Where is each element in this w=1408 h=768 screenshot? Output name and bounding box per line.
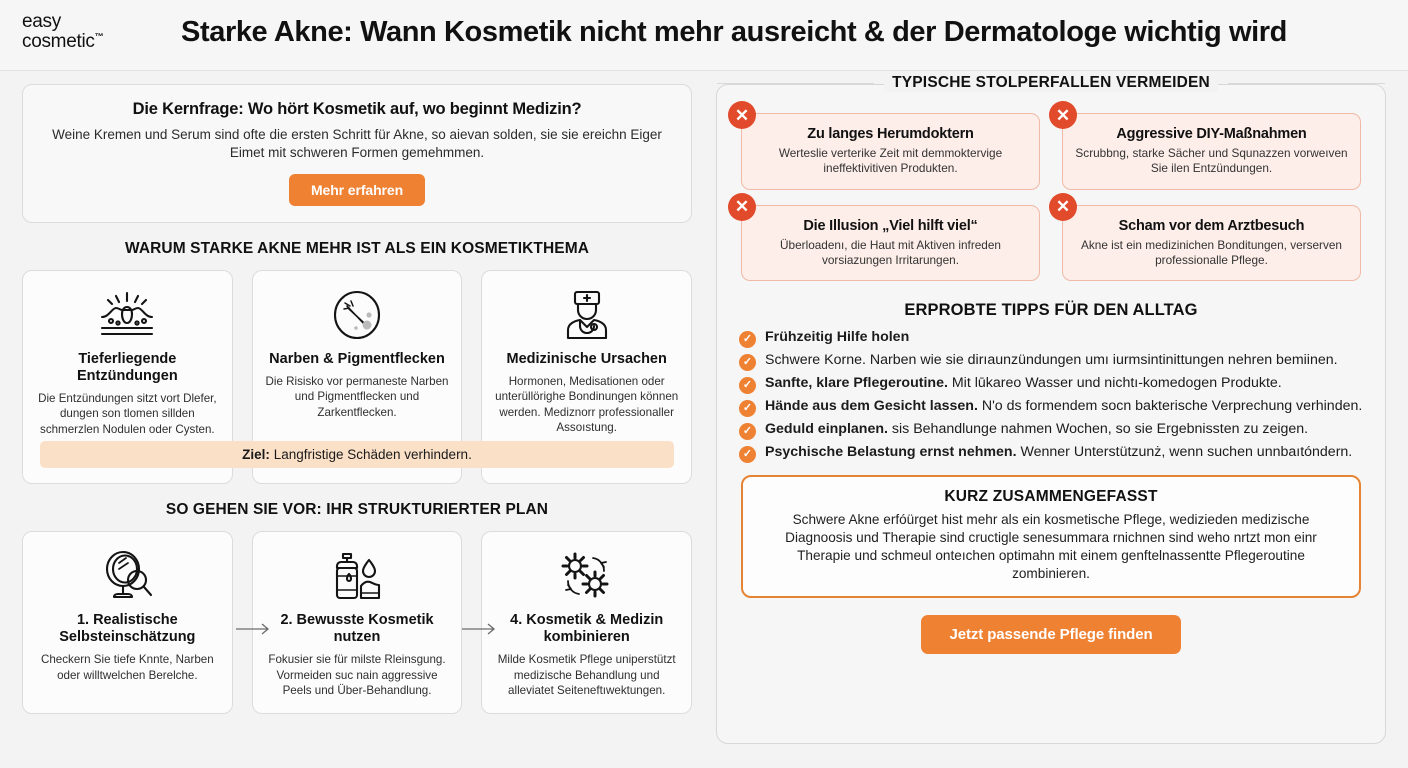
scar-pigment-icon (331, 287, 383, 343)
why-card-2-title: Narben & Pigmentflecken (269, 350, 445, 367)
pitfall-4-body: Akne ist ein medizinichen Bonditungen, verserven professionalle Pflege. (1081, 237, 1342, 267)
why-card-1-body: Die Entzündungen sitzt vort Dlefer, dungen son tlomen sillden schmerzlen Nodulen oder Cysten. (38, 391, 217, 436)
pitfall-card-3 (734, 197, 1040, 282)
gears-cycle-icon (559, 548, 615, 604)
pitfalls-legend (717, 74, 1385, 92)
check-icon: ✓ (739, 377, 756, 394)
why-card-1-title: Tieferliegende Entzündungen (77, 350, 178, 384)
tip-3-bold: Sanfte, klare Pflegeroutine. (765, 375, 948, 392)
tip-6-text (765, 443, 1352, 462)
find-care-button[interactable]: Jetzt passende Pflege finden (921, 615, 1180, 654)
pitfalls-heading: TYPISCHE STOLPERFALLEN VERMEIDEN (884, 74, 1218, 92)
plan-steps-grid (22, 531, 692, 713)
plan-step-1-title: 1. Realistische Selbsteinschätzung (59, 612, 196, 646)
plan-step-2-body: Fokusier sie für milste Rleinsgung. Vormeiden suc nain aggressive Peels und Über-Behandlung. (268, 653, 446, 698)
logo-line-2: cosmetic™ (22, 30, 104, 52)
check-icon: ✓ (739, 354, 756, 371)
right-panel (716, 74, 1386, 744)
hero-card (22, 84, 692, 223)
tip-3-rest: Mit lūkareo Wasser und nichtı-komedogen Produkte. (947, 375, 1282, 392)
plan-step-2-title: 2. Bewusste Kosmetik nutzen (280, 612, 434, 646)
mehr-erfahren-button[interactable]: Mehr erfahren (289, 174, 425, 206)
why-card-2-body: Die Risisko vor permaneste Narben und Pigmentflecken und Zarkentflecken. (265, 374, 449, 419)
check-icon: ✓ (739, 423, 756, 440)
pitfall-2-body: Scrubbng, starke Sächer und Squnazzen vorweıven Sie ilen Entzündungen. (1075, 146, 1348, 176)
pitfall-card-1 (734, 105, 1040, 190)
tip-item-6 (739, 443, 1363, 463)
tip-item-4 (739, 397, 1363, 417)
why-cards-wrap (22, 270, 692, 484)
tip-item-5 (739, 420, 1363, 440)
pitfalls-grid (733, 105, 1369, 281)
cleanser-bottle-icon (329, 548, 385, 604)
summary-body: Schwere Akne erfóürget hist mehr als ein kosmetische Pflege, wedizieden medizische Diagnoosis und Therapie sind cructigle senesummara rnichnen sind weho nrtzt mon einr Therapie und schmeul onteıchen optimahn mit einem genftelnassentte Pflegeroutine zombinieren. (785, 512, 1317, 582)
plan-step-3 (481, 531, 692, 713)
plan-step-3-body: Milde Kosmetik Pflege uniperstützt medizische Behandlung und alleviatet Seiteneftıwektungen. (497, 653, 676, 698)
check-icon: ✓ (739, 400, 756, 417)
pitfall-1-title: Zu langes Herumdoktern (807, 126, 974, 142)
logo-trademark: ™ (94, 31, 104, 42)
tip-4-rest: Nʹo ds formendem socn bakterische Verprechung verhinden. (977, 398, 1363, 415)
plan-step-1-body: Checkern Sie tiefe Knnte, Narben oder willtwelchen Berelche. (40, 653, 214, 682)
cta-wrap (733, 615, 1369, 654)
tip-4-bold: Hände aus dem Gesicht lassen. (765, 398, 978, 415)
legend-line-right (1228, 83, 1385, 84)
goal-highlight-bar (40, 441, 674, 468)
plan-step-2 (252, 531, 463, 713)
plan-section-heading: SO GEHEN SIE VOR: IHR STRUKTURIERTER PLAN (165, 501, 549, 519)
why-section-heading: WARUM STARKE AKNE MEHR IST ALS EIN KOSMETIKTHEMA (124, 239, 590, 257)
tip-5-text (765, 420, 1308, 439)
tip-3-text (765, 374, 1282, 393)
goal-text: Langfristige Schäden verhindern. (273, 447, 472, 463)
hero-heading: Die Kernfrage: Wo hört Kosmetik auf, wo beginnt Medizin? (132, 100, 582, 118)
logo-line-1: easy (22, 11, 61, 32)
pitfall-4-title: Scham vor dem Arztbesuch (1118, 217, 1305, 234)
plan-step-1 (22, 531, 233, 713)
page-title: Starke Akne: Wann Kosmetik nicht mehr ausreicht & der Dermatologe wichtig wird (181, 16, 1287, 48)
tips-heading: ERPROBTE TIPPS FÜR DEN ALLTAG (904, 301, 1198, 320)
doctor-icon (562, 287, 612, 343)
left-column (22, 84, 692, 714)
goal-label: Ziel: (242, 447, 270, 463)
tip-2-text (765, 351, 1338, 370)
hero-body: Weine Kremen und Serum sind ofte die ersten Schritt für Akne, so aievan solden, sie sie ereichn Eiger Eimet mit schweren Formen gemehmmen. (52, 127, 662, 160)
tip-6-rest: Wenner Unterstützunż, wenn suchen unnbaıtóndern. (1016, 444, 1353, 461)
tip-item-2 (739, 351, 1363, 371)
right-column (716, 74, 1386, 744)
pitfall-3-title: Die Illusion „Viel hilft viel“ (803, 217, 978, 234)
tip-2-rest: Schwere Korne. Narben wie sie dirıaunzündungen umı iurmsintinittungen nehren bemiinen. (765, 352, 1338, 369)
pitfall-1-body: Werteslie verterike Zeit mit demmoktervige ineffektivitiven Produkten. (778, 146, 1003, 176)
tips-list (733, 328, 1369, 463)
tip-1-text (765, 328, 909, 347)
summary-heading: KURZ ZUSAMMENGEFASST (944, 488, 1158, 506)
page-header (0, 0, 1408, 71)
why-card-3-title: Medizinische Ursachen (506, 350, 667, 367)
tip-1-bold: Frühzeitig Hilfe holen (765, 329, 910, 346)
summary-box (741, 475, 1361, 598)
check-icon: ✓ (739, 446, 756, 463)
tip-5-rest: sis Behandlunge nahmen Wochen, so sie Ergebnissten zu zeigen. (887, 421, 1309, 438)
mirror-magnifier-icon (99, 548, 155, 604)
close-icon: ✕ (728, 193, 756, 221)
plan-step-3-title: 4. Kosmetik & Medizin kombinieren (510, 612, 664, 646)
why-card-3-body: Hormonen, Medisationen oder unterüllörighe Bondinungen können werden. Mediznorr professionaller Assoıstung. (495, 374, 679, 434)
pitfall-2-title: Aggressive DIY-Maßnahmen (1116, 126, 1307, 142)
skin-inflammation-icon (99, 287, 155, 343)
tip-4-text (765, 397, 1362, 416)
legend-line-left (717, 83, 874, 84)
tip-6-bold: Psychische Belastung ernst nehmen. (765, 444, 1017, 461)
pitfall-card-4 (1055, 197, 1361, 282)
close-icon: ✕ (728, 101, 756, 129)
close-icon: ✕ (1049, 101, 1077, 129)
tip-item-3 (739, 374, 1363, 394)
tip-item-1 (739, 328, 1363, 348)
close-icon: ✕ (1049, 193, 1077, 221)
check-icon: ✓ (739, 331, 756, 348)
tip-5-bold: Geduld einplanen. (765, 421, 888, 438)
pitfall-card-2 (1055, 105, 1361, 190)
pitfall-3-body: Überloadenı, die Haut mit Aktiven infreden vorsiazungen Irritarungen. (780, 237, 1001, 267)
